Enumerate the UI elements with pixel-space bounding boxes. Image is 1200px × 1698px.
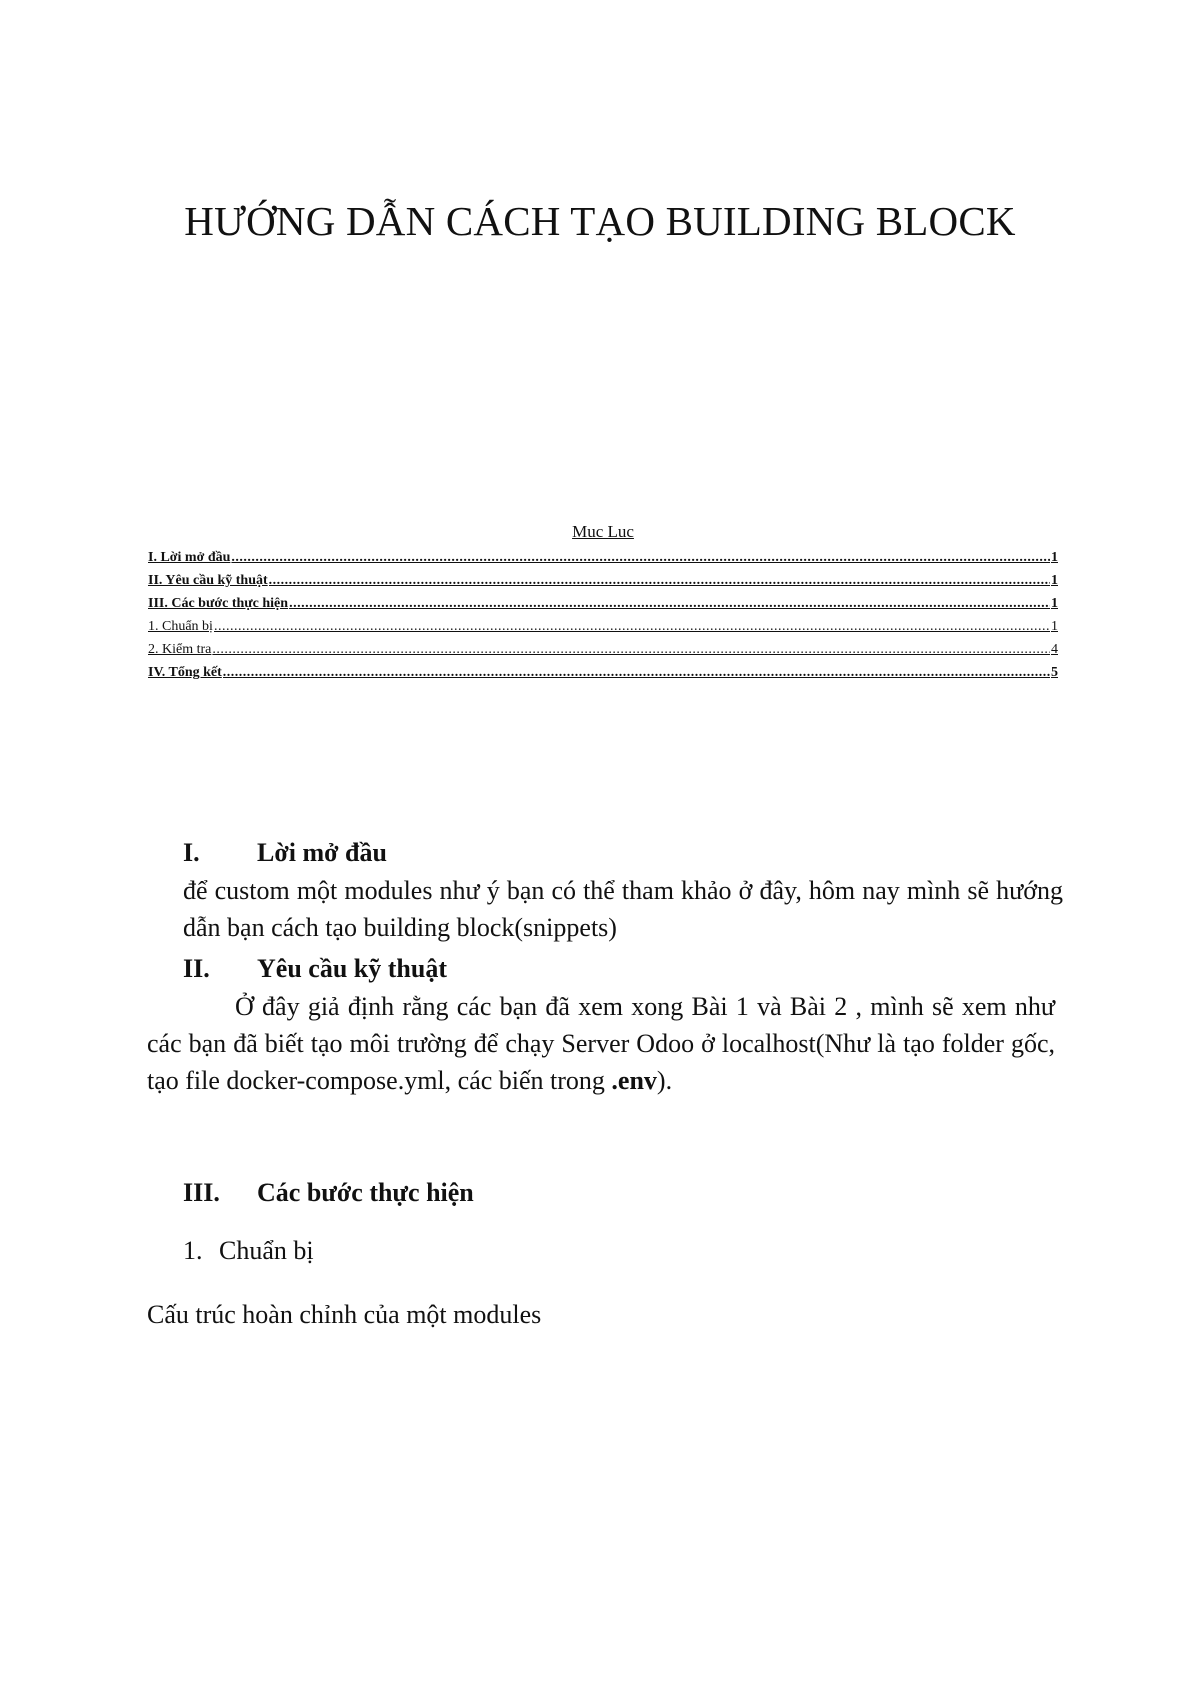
requirements-paragraph bbox=[147, 988, 1055, 1099]
env-filename: .env bbox=[611, 1066, 657, 1095]
section-number: III. bbox=[183, 1178, 220, 1207]
toc-entry-page: 4 bbox=[1051, 642, 1058, 657]
toc-entry-label: III. Các bước thực hiện bbox=[148, 596, 289, 611]
toc-entry[interactable] bbox=[148, 592, 1058, 615]
section-heading-steps bbox=[183, 1176, 474, 1210]
toc-dot-leader bbox=[231, 546, 1050, 569]
toc-entry[interactable] bbox=[148, 569, 1058, 592]
toc-dot-leader bbox=[269, 569, 1050, 592]
document-title: HƯỚNG DẪN CÁCH TẠO BUILDING BLOCK bbox=[184, 198, 1016, 244]
subsection-heading-prepare bbox=[183, 1232, 314, 1269]
toc-dot-leader bbox=[289, 592, 1050, 615]
toc-entry-label: 2. Kiểm tra bbox=[148, 642, 212, 657]
toc-entry-label: II. Yêu cầu kỹ thuật bbox=[148, 573, 268, 588]
section-number: II. bbox=[183, 954, 210, 983]
toc-entry-page: 5 bbox=[1051, 665, 1058, 680]
toc-dot-leader bbox=[214, 615, 1050, 638]
table-of-contents bbox=[148, 522, 1058, 684]
toc-entry-label: I. Lời mở đầu bbox=[148, 550, 231, 565]
intro-paragraph: để custom một modules như ý bạn có thể tham khảo ở đây, hôm nay mình sẽ hướng dẫn bạn cách tạo building block(snippets) bbox=[183, 876, 1063, 942]
subsection-title: Chuẩn bị bbox=[219, 1236, 314, 1265]
toc-entry[interactable] bbox=[148, 546, 1058, 569]
toc-entry-label: IV. Tổng kết bbox=[148, 665, 222, 680]
subsection-number: 1. bbox=[183, 1236, 203, 1265]
section-number: I. bbox=[183, 838, 200, 867]
toc-entry-label: 1. Chuẩn bị bbox=[148, 619, 213, 634]
requirements-text-end: ). bbox=[656, 1066, 673, 1095]
toc-dot-leader bbox=[212, 638, 1050, 661]
toc-heading: Muc Luc bbox=[572, 522, 634, 541]
section-heading-requirements bbox=[183, 952, 447, 986]
toc-entry-page: 1 bbox=[1051, 550, 1058, 565]
section-title: Lời mở đầu bbox=[257, 838, 387, 867]
toc-entry[interactable] bbox=[148, 638, 1058, 661]
toc-entry[interactable] bbox=[148, 661, 1058, 684]
section-title: Yêu cầu kỹ thuật bbox=[257, 954, 447, 983]
toc-entry[interactable] bbox=[148, 615, 1058, 638]
toc-dot-leader bbox=[223, 661, 1050, 684]
module-structure-caption: Cấu trúc hoàn chỉnh của một modules bbox=[147, 1300, 542, 1329]
section-title: Các bước thực hiện bbox=[257, 1178, 474, 1207]
toc-entry-page: 1 bbox=[1051, 619, 1058, 634]
toc-entry-page: 1 bbox=[1051, 573, 1058, 588]
section-heading-intro bbox=[183, 836, 387, 870]
requirements-text: Ở đây giả định rằng các bạn đã xem xong Bài 1 và Bài 2 , mình sẽ xem như các bạn đã biết tạo môi trường để chạy Server Odoo ở localhost(Như là tạo folder gốc, tạo file docker-compose.yml, các biến trong bbox=[147, 992, 1055, 1095]
toc-entry-page: 1 bbox=[1051, 596, 1058, 611]
